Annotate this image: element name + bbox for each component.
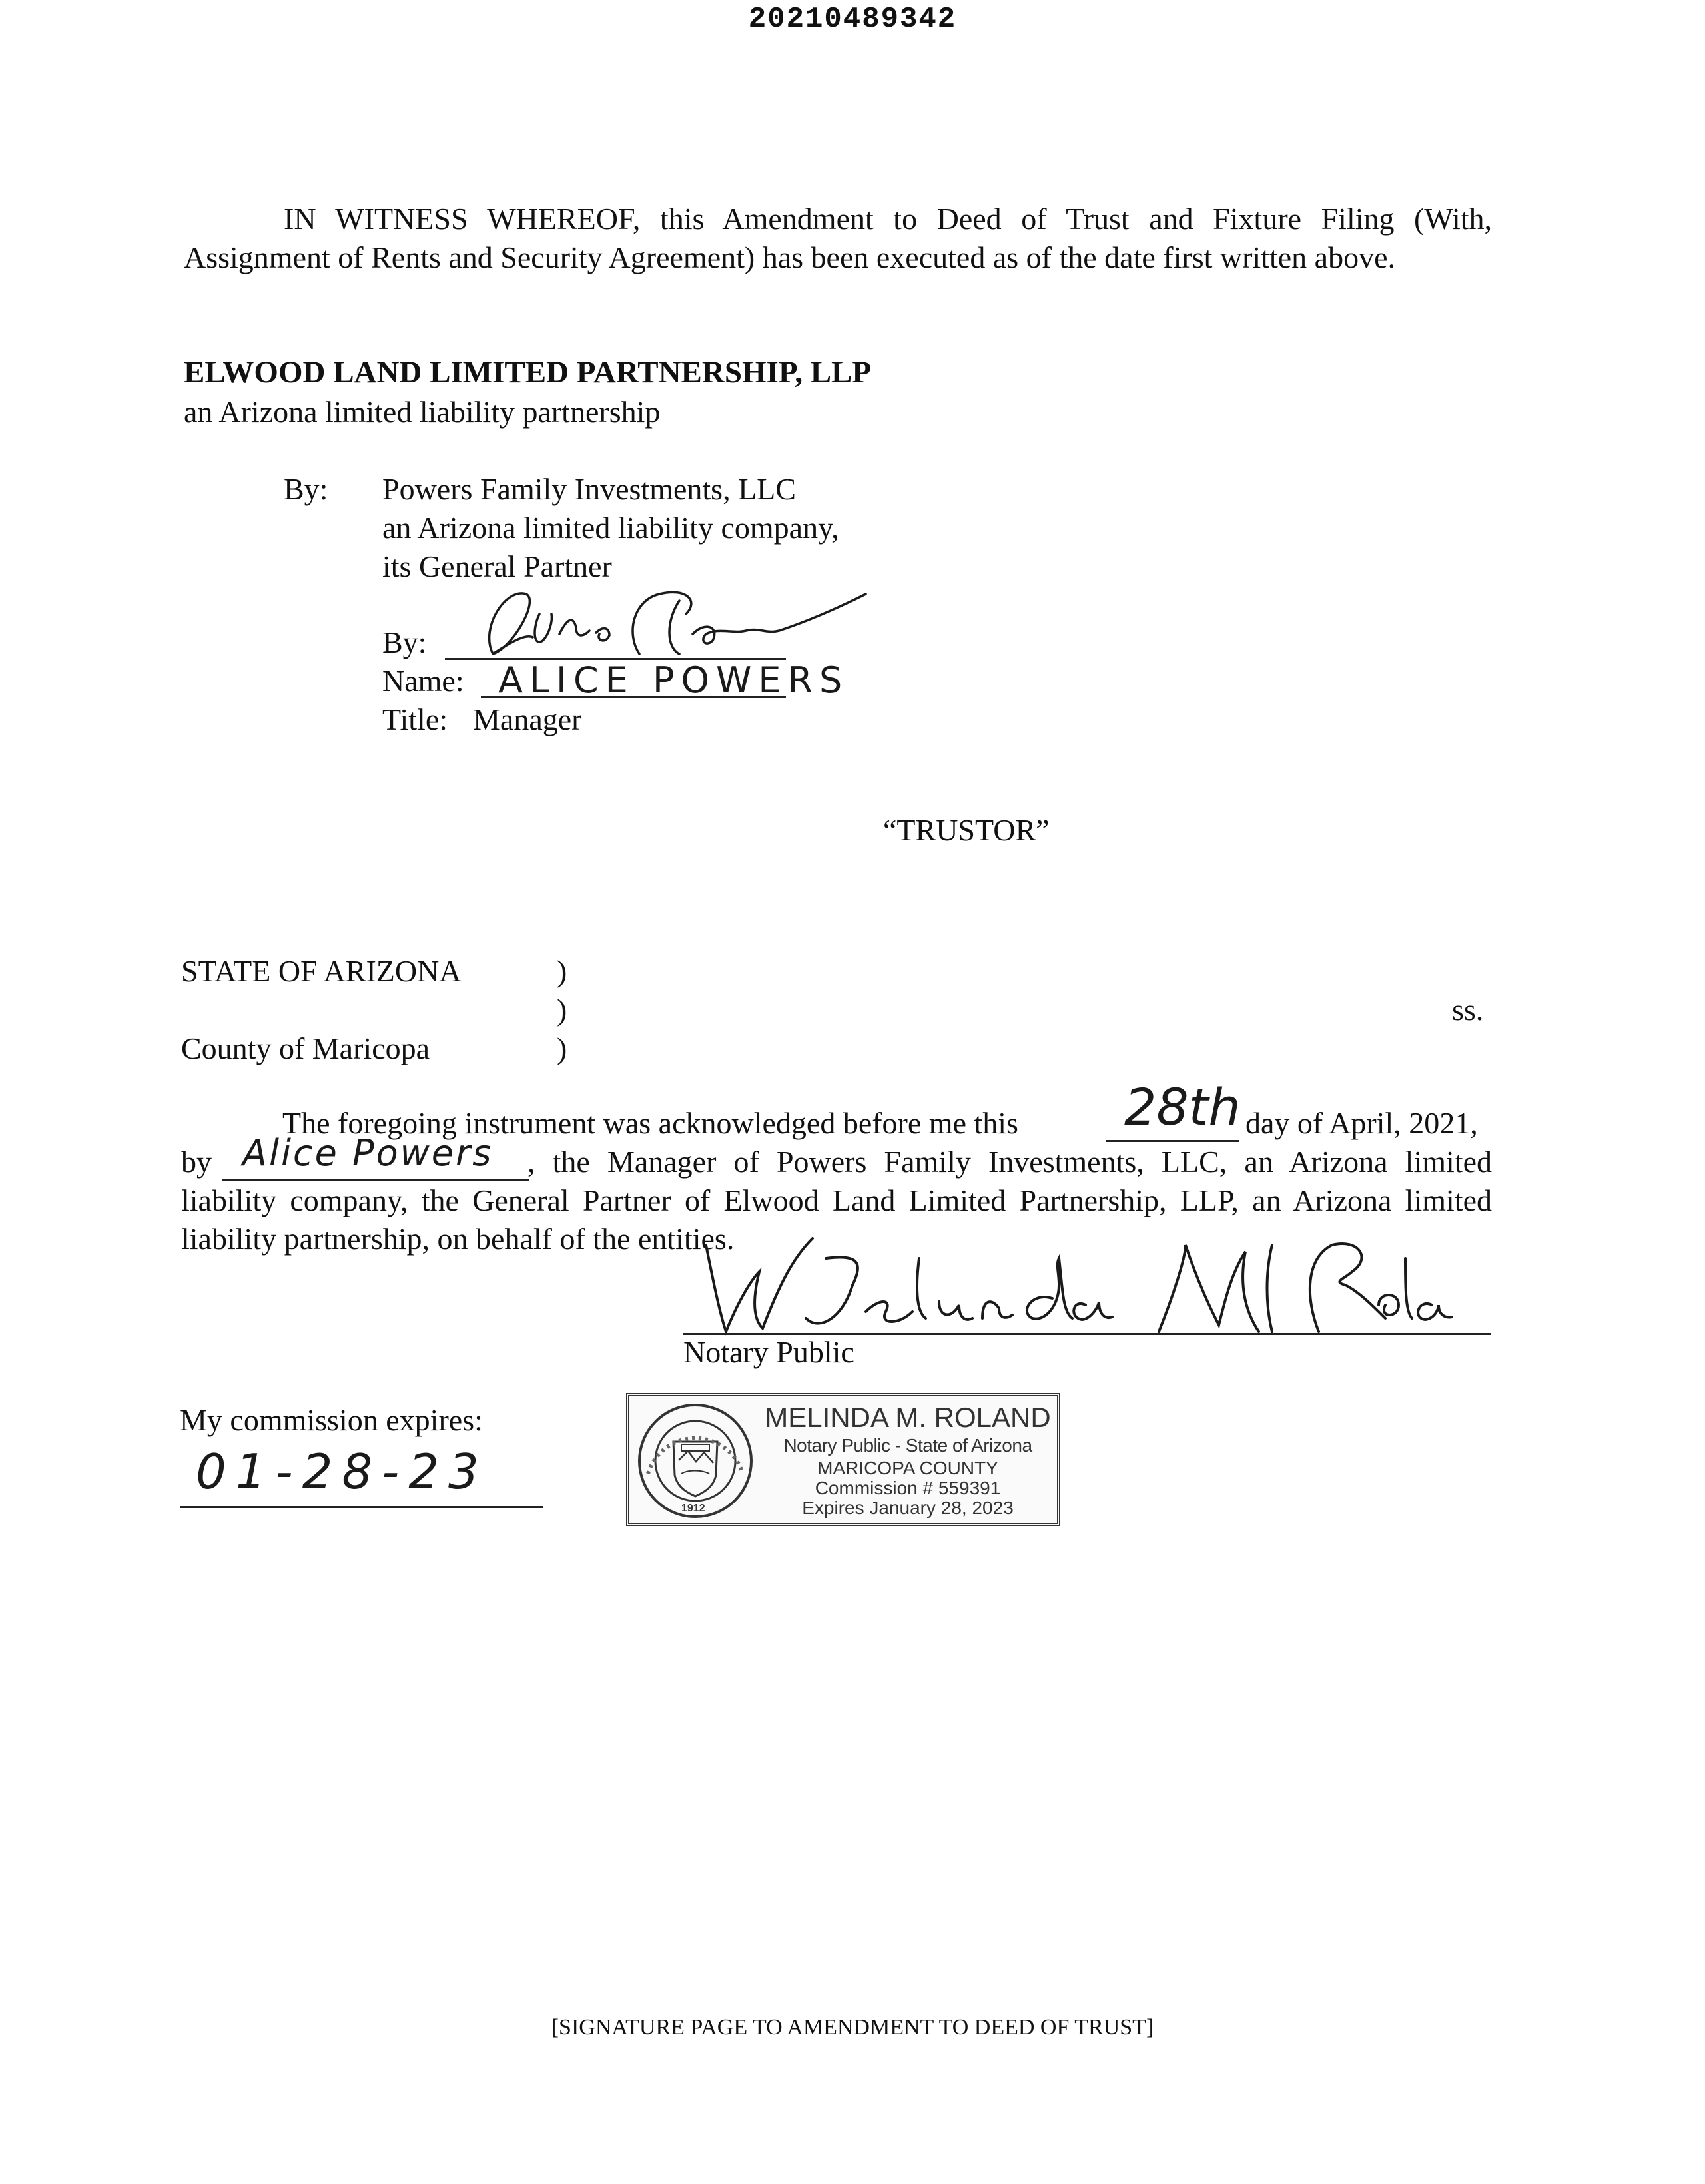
stamp-name: MELINDA M. ROLAND	[765, 1402, 1051, 1433]
borrower-name: ELWOOD LAND LIMITED PARTNERSHIP, LLP	[184, 355, 872, 390]
handwritten-signature-notary	[679, 1219, 1465, 1345]
sig-title-value: Manager	[473, 702, 582, 736]
venue-paren-1: )	[557, 954, 567, 988]
ack-text-after-day: day of April, 2021,	[1245, 1106, 1478, 1140]
gp-description: an Arizona limited liability company,	[382, 511, 839, 545]
ack-day-handwritten: 28th	[1124, 1077, 1241, 1137]
sig-by-label: By:	[382, 625, 427, 659]
commission-label: My commission expires:	[180, 1403, 483, 1437]
gp-name: Powers Family Investments, LLC	[382, 472, 796, 506]
notary-stamp	[626, 1393, 1060, 1526]
sig-title-label: Title:	[382, 702, 448, 736]
venue-ss: ss.	[1452, 993, 1484, 1027]
sig-name-value: ALICE POWERS	[498, 659, 849, 701]
venue-state: STATE OF ARIZONA	[181, 954, 462, 988]
stamp-expires: Expires January 28, 2023	[802, 1498, 1014, 1518]
stamp-title: Notary Public - State of Arizona	[783, 1435, 1032, 1456]
commission-date-handwritten: 01-28-23	[196, 1444, 488, 1500]
ack-text-before-day: The foregoing instrument was acknowledged before me this	[282, 1106, 1018, 1140]
ack-signer-handwritten: Alice Powers	[242, 1132, 494, 1174]
gp-role: its General Partner	[382, 549, 612, 583]
venue-paren-3: )	[557, 1031, 567, 1065]
venue-county: County of Maricopa	[181, 1031, 430, 1065]
notary-label: Notary Public	[683, 1335, 854, 1369]
borrower-description: an Arizona limited liability partnership	[184, 395, 661, 429]
commission-line	[180, 1506, 543, 1508]
ack-text-after-signer: , the Manager of Powers Family Investments, LLC, an Arizona limited	[527, 1145, 1492, 1179]
sig-name-label: Name:	[382, 664, 464, 698]
ack-continuation: liability company, the General Partner of Elwood Land Limited Partnership, LLP, an Arizona limited liability partnership, on behalf of the entities.	[181, 1183, 1492, 1256]
stamp-county: MARICOPA COUNTY	[817, 1458, 998, 1478]
recording-number: 20210489342	[748, 3, 957, 36]
footer-caption: [SIGNATURE PAGE TO AMENDMENT TO DEED OF TRUST]	[551, 2015, 1154, 2040]
trustor-label: “TRUSTOR”	[883, 813, 1050, 847]
witness-paragraph: IN WITNESS WHEREOF, this Amendment to Deed of Trust and Fixture Filing (With, Assignment of Rents and Security Agreement) has been executed as of the date first written above.	[184, 202, 1492, 274]
venue-paren-2: )	[557, 993, 567, 1027]
handwritten-signature-alice	[466, 574, 879, 667]
ack-by-label: by	[181, 1145, 212, 1179]
seal-year: 1912	[681, 1503, 705, 1514]
gp-by-label: By:	[284, 472, 328, 506]
stamp-commission: Commission # 559391	[815, 1478, 1001, 1498]
day-line	[1106, 1140, 1239, 1142]
signer-line	[222, 1179, 529, 1181]
